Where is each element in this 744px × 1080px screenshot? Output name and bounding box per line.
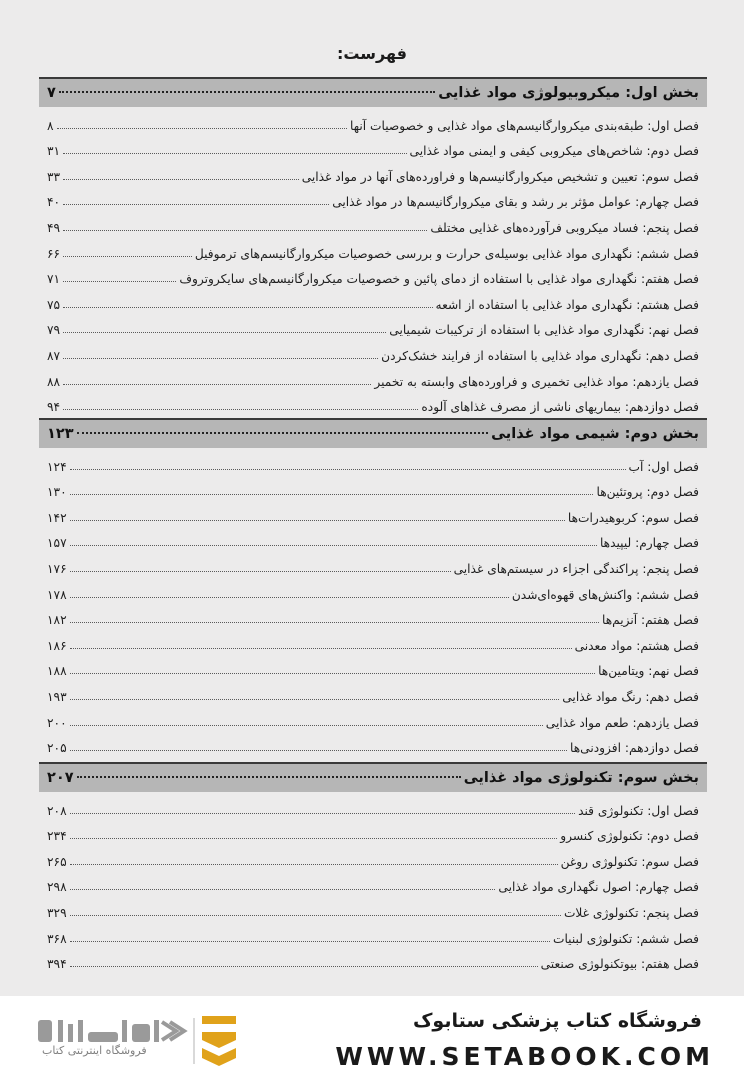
leader-dots [70,597,509,598]
leader-dots [70,941,550,942]
leader-dots [70,469,626,470]
chapter-page-number: ۲۹۸ [47,880,67,895]
chapter-row [39,448,707,474]
chapter-title: فصل چهارم: عوامل مؤثر بر رشد و بقای میکروارگانیسم‌ها در مواد غذایی [332,195,699,210]
chapter-row [39,474,707,500]
chapter-page-number: ۳۹۴ [47,957,67,972]
section-header [39,77,707,107]
chapter-page-number: ۶۶ [47,246,61,261]
chapter-title: فصل دوازدهم: بیماریهای ناشی از مصرف غذاهای آلوده [421,400,699,415]
chapter-page-number: ۳۳ [47,169,61,184]
section-header [39,418,707,448]
chapter-row [39,499,707,525]
section-title: بخش اول: میکروبیولوژی مواد غذایی [438,85,699,101]
leader-dots [63,179,299,180]
chapter-page-number: ۱۲۴ [47,459,67,474]
leader-dots [70,622,599,623]
chapter-title: فصل دهم: نگهداری مواد غذایی با استفاده از فرایند خشک‌کردن [381,348,699,363]
chapter-title: فصل پنجم: فساد میکروبی فرآورده‌های غذایی مختلف [430,220,699,235]
chapter-title: فصل ششم: واکنش‌های قهوه‌ای‌شدن [511,587,699,602]
chapter-row [39,627,707,653]
chapter-row [39,209,707,235]
leader-dots [63,358,378,359]
leader-dots [63,409,418,410]
chapter-list [39,107,707,414]
chapter-page-number: ۷۹ [47,323,61,338]
setabook-logo [30,1010,240,1072]
chapter-row [39,261,707,287]
chapter-title: فصل دهم: رنگ مواد غذایی [562,689,699,704]
chapter-page-number: ۳۶۸ [47,931,67,946]
leader-dots [77,776,461,778]
chapter-page-number: ۱۵۷ [47,536,67,551]
chapter-title: فصل ششم: نگهداری مواد غذایی بوسیله‌ی حرارت و بررسی خصوصیات میکروارگانیسم‌های ترموفیل [194,246,699,261]
chapter-title: فصل ششم: تکنولوژی لبنیات [552,931,699,946]
section-title: بخش سوم: تکنولوژی مواد غذایی [463,770,699,786]
chapter-title: فصل سوم: کربوهیدرات‌ها [567,510,699,525]
chapter-row [39,946,707,972]
chapter-title: فصل یازدهم: مواد غذایی تخمیری و فراورده‌های وابسته به تخمیر [374,374,699,389]
leader-dots [63,204,329,205]
chapter-page-number: ۱۹۳ [47,689,67,704]
chapter-row [39,704,707,730]
leader-dots [70,864,558,865]
chapter-page-number: ۲۶۵ [47,854,67,869]
chapter-page-number: ۴۹ [47,220,61,235]
leader-dots [70,813,575,814]
leader-dots [59,91,435,93]
chapter-row [39,158,707,184]
chapter-title: فصل دوم: تکنولوژی کنسرو [560,829,699,844]
logo-subtitle: فروشگاه اینترنتی کتاب [42,1044,147,1057]
chapter-page-number: ۲۰۸ [47,803,67,818]
leader-dots [63,332,386,333]
leader-dots [70,915,561,916]
chapter-row [39,843,707,869]
chapter-page-number: ۱۳۰ [47,485,67,500]
chapter-title: فصل هفتم: آنزیم‌ها [601,613,699,628]
leader-dots [70,520,565,521]
chapter-row [39,894,707,920]
leader-dots [70,648,572,649]
leader-dots [63,307,432,308]
section-header [39,762,707,792]
chapter-page-number: ۱۸۲ [47,613,67,628]
toc-section [39,762,707,971]
chapter-row [39,312,707,338]
chapter-row [39,869,707,895]
chapter-row [39,184,707,210]
chapter-row [39,920,707,946]
section-page-number: ۷ [47,85,56,101]
store-footer [0,996,744,1080]
chapter-page-number: ۱۷۸ [47,587,67,602]
leader-dots [77,432,489,434]
chapter-page-number: ۹۴ [47,400,61,415]
chapter-title: فصل اول: طبقه‌بندی میکروارگانیسم‌های مواد غذایی و خصوصیات آنها [350,118,699,133]
chapter-page-number: ۲۰۰ [47,715,67,730]
chapter-row [39,107,707,133]
chapter-title: فصل یازدهم: طعم مواد غذایی [545,715,699,730]
leader-dots [70,571,451,572]
chapter-title: فصل چهارم: اصول نگهداری مواد غذایی [498,880,699,895]
toc-section [39,77,707,414]
leader-dots [70,838,558,839]
chapter-row [39,133,707,159]
leader-dots [63,384,371,385]
chapter-list [39,448,707,755]
chapter-title: فصل دوازدهم: افزودنی‌ها [570,741,699,756]
chapter-page-number: ۳۲۹ [47,905,67,920]
chapter-title: فصل هشتم: مواد معدنی [574,638,699,653]
leader-dots [70,889,496,890]
chapter-title: فصل هفتم: بیوتکنولوژی صنعتی [540,957,699,972]
toc-section [39,418,707,755]
website-url[interactable]: WWW.SETABOOK.COM [335,1042,714,1071]
leader-dots [70,494,594,495]
chapter-title: فصل هشتم: نگهداری مواد غذایی با استفاده از اشعه [435,297,699,312]
chapter-title: فصل نهم: نگهداری مواد غذایی با استفاده از ترکیبات شیمیایی [389,323,699,338]
chapter-title: فصل پنجم: تکنولوژی غلات [563,905,699,920]
chapter-row [39,678,707,704]
chapter-title: فصل اول: تکنولوژی قند [578,803,699,818]
chapter-row [39,653,707,679]
chapter-page-number: ۷۵ [47,297,61,312]
chapter-title: فصل دوم: پروتئین‌ها [596,485,699,500]
leader-dots [57,128,348,129]
chapter-page-number: ۳۱ [47,144,61,159]
leader-dots [63,256,192,257]
chapter-row [39,389,707,415]
chapter-row [39,363,707,389]
chapter-row [39,730,707,756]
chapter-title: فصل سوم: تعیین و تشخیص میکروارگانیسم‌ها و فراورده‌های آنها در مواد غذایی [301,169,699,184]
chapter-page-number: ۱۸۶ [47,638,67,653]
chapter-title: فصل هفتم: نگهداری مواد غذایی با استفاده از دمای پائین و خصوصیات میکروارگانیسم‌های سایکروتروف [179,272,699,287]
store-name: فروشگاه کتاب پزشکی ستابوک [412,1010,702,1032]
chapter-page-number: ۱۴۲ [47,510,67,525]
chapter-page-number: ۱۷۶ [47,561,67,576]
chapter-row [39,525,707,551]
chapter-page-number: ۲۰۵ [47,741,67,756]
chapter-row [39,818,707,844]
chapter-page-number: ۲۳۴ [47,829,67,844]
chapter-page-number: ۱۸۸ [47,664,67,679]
chapter-row [39,286,707,312]
leader-dots [63,153,406,154]
chapter-page-number: ۷۱ [47,272,61,287]
chapter-list [39,792,707,971]
chapter-title: فصل نهم: ویتامین‌ها [598,664,699,679]
chapter-row [39,792,707,818]
chapter-page-number: ۴۰ [47,195,61,210]
chapter-page-number: ۸ [47,118,54,133]
leader-dots [70,673,595,674]
leader-dots [70,699,560,700]
page-title: فهرست: [336,44,408,63]
chapter-title: فصل سوم: تکنولوژی روغن [560,854,699,869]
leader-dots [70,725,543,726]
chapter-title: فصل چهارم: لیپیدها [599,536,699,551]
section-title: بخش دوم: شیمی مواد غذایی [491,426,699,442]
leader-dots [63,281,176,282]
chapter-title: فصل پنجم: پراکندگی اجزاء در سیستم‌های غذایی [453,561,699,576]
chapter-row [39,235,707,261]
section-page-number: ۲۰۷ [47,770,74,786]
leader-dots [70,750,567,751]
chapter-page-number: ۸۸ [47,374,61,389]
leader-dots [63,230,427,231]
section-page-number: ۱۲۳ [47,426,74,442]
chapter-title: فصل دوم: شاخص‌های میکروبی کیفی و ایمنی مواد غذایی [409,144,699,159]
chapter-row [39,602,707,628]
chapter-row [39,337,707,363]
chapter-title: فصل اول: آب [628,459,699,474]
chapter-page-number: ۸۷ [47,348,61,363]
leader-dots [70,545,597,546]
chapter-row [39,550,707,576]
leader-dots [70,966,538,967]
chapter-row [39,576,707,602]
